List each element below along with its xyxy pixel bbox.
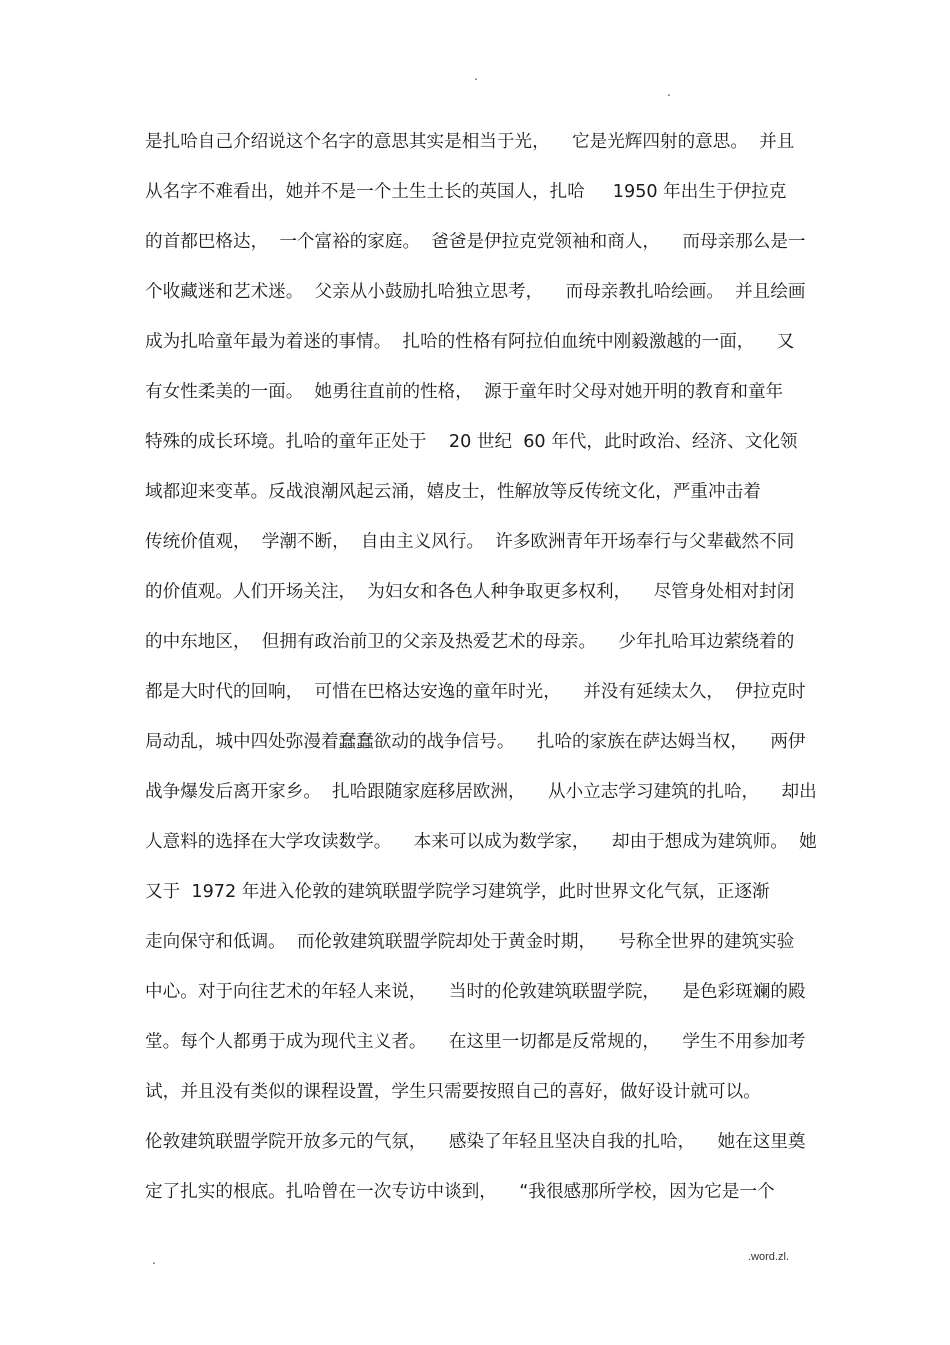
text-line: 堂。每个人都勇于成为现代主义者。 在这里一切都是反常规的， 学生不用参加考 (145, 1032, 806, 1052)
text-line: 的首都巴格达， 一个富裕的家庭。 爸爸是伊拉克党领袖和商人， 而母亲那么是一 (145, 232, 806, 252)
text-line: 走向保守和低调。 而伦敦建筑联盟学院却处于黄金时期， 号称全世界的建筑实验 (145, 932, 795, 952)
footer-source: .word.zl. (748, 1251, 789, 1263)
header-mark-right: . (667, 85, 671, 99)
text-line: 战争爆发后离开家乡。 扎哈跟随家庭移居欧洲， 从小立志学习建筑的扎哈， 却出 (145, 782, 817, 802)
text-line: 的价值观。人们开场关注， 为妇女和各色人种争取更多权利， 尽管身处相对封闭 (145, 582, 795, 602)
text-line: 局动乱，城中四处弥漫着蠢蠢欲动的战争信号。 扎哈的家族在萨达姆当权， 两伊 (145, 732, 806, 752)
text-line: 传统价值观， 学潮不断， 自由主义风行。 许多欧洲青年开场奉行与父辈截然不同 (145, 532, 795, 552)
footer-mark: . (152, 1253, 156, 1267)
text-line: 个收藏迷和艺术迷。 父亲从小鼓励扎哈独立思考， 而母亲教扎哈绘画。 并且绘画 (145, 282, 806, 302)
text-line: 定了扎实的根底。扎哈曾在一次专访中谈到， “我很感那所学校，因为它是一个 (145, 1182, 775, 1202)
text-line: 有女性柔美的一面。 她勇往直前的性格， 源于童年时父母对她开明的教育和童年 (145, 382, 784, 402)
text-line: 试，并且没有类似的课程设置，学生只需要按照自己的喜好，做好设计就可以。 (145, 1082, 761, 1102)
text-line: 域都迎来变革。反战浪潮风起云涌，嬉皮士，性解放等反传统文化，严重冲击着 (145, 482, 761, 502)
body-text (145, 125, 815, 1225)
text-line: 是扎哈自己介绍说这个名字的意思其实是相当于光， 它是光辉四射的意思。 并且 (145, 132, 795, 152)
text-line: 都是大时代的回响， 可惜在巴格达安逸的童年时光， 并没有延续太久， 伊拉克时 (145, 682, 806, 702)
text-line: 人意料的选择在大学攻读数学。 本来可以成为数学家， 却由于想成为建筑师。 她 (145, 832, 817, 852)
text-line: 伦敦建筑联盟学院开放多元的气氛， 感染了年轻且坚决自我的扎哈， 她在这里奠 (145, 1132, 806, 1152)
text-line: 中心。对于向往艺术的年轻人来说， 当时的伦敦建筑联盟学院， 是色彩斑斓的殿 (145, 982, 806, 1002)
text-line: 从名字不难看出，她并不是一个土生土长的英国人，扎哈 1950 年出生于伊拉克 (145, 182, 787, 202)
text-line: 的中东地区， 但拥有政治前卫的父亲及热爱艺术的母亲。 少年扎哈耳边萦绕着的 (145, 632, 795, 652)
header-mark-left: . (474, 69, 478, 83)
text-line: 成为扎哈童年最为着迷的事情。 扎哈的性格有阿拉伯血统中刚毅激越的一面， 又 (145, 332, 795, 352)
text-line: 又于 1972 年进入伦敦的建筑联盟学院学习建筑学，此时世界文化气氛，正逐渐 (145, 882, 770, 902)
text-line: 特殊的成长环境。扎哈的童年正处于 20 世纪 60 年代，此时政治、经济、文化领 (145, 432, 798, 452)
